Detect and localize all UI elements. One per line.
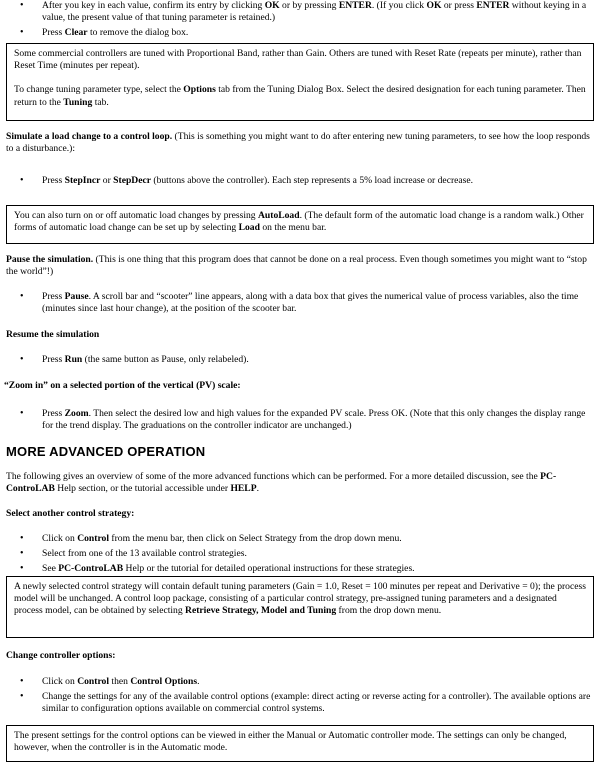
text-run: A newly selected control strategy will contain default tuning parameters (Gain = 1.0, Reset = 100 minutes per repeat and Derivative = 0); the process model will be unchanged. A control loop package, consisting of a particular control strategy, pre-assigned tuning parameters and a designated process model, can be obtained by selecting xyxy=(14,581,586,617)
note-box-tuning-types xyxy=(6,43,594,121)
simulate-bullets xyxy=(6,175,594,190)
bold-term: ENTER xyxy=(338,0,372,11)
bold-term: “Zoom in” on a selected portion of the vertical (PV) scale: xyxy=(4,380,241,391)
text-run: Click on xyxy=(42,533,78,544)
bold-term: PC-ControLAB xyxy=(6,471,557,495)
text-run: to remove the dialog box. xyxy=(87,27,189,39)
text-run: tab from the Tuning Dialog Box. Select the desired designation for each tuning parameter. Then return to the xyxy=(14,84,586,108)
text-run: . xyxy=(197,676,200,687)
bold-term: Simulate a load change to a control loop. xyxy=(6,131,173,142)
bold-term: OK xyxy=(426,0,442,11)
note-box-options xyxy=(6,725,594,762)
note-paragraph xyxy=(14,48,586,72)
bullet-item xyxy=(6,563,594,575)
bullet-item xyxy=(6,691,594,715)
strategy-heading xyxy=(6,508,596,520)
bullet-item xyxy=(6,676,594,688)
bullet-item xyxy=(6,408,594,432)
bold-term: Tuning xyxy=(63,96,93,108)
resume-bullets xyxy=(6,354,594,369)
text-run: without keying in a value, the present value of that tuning parameter is retained.) xyxy=(42,0,587,24)
advanced-intro xyxy=(6,471,596,495)
bold-term: Options xyxy=(183,84,216,96)
bold-term: Clear xyxy=(64,27,88,39)
text-run: from the menu bar, then click on Select Strategy from the drop down menu. xyxy=(109,533,402,544)
bullet-item xyxy=(6,291,594,315)
bullet-item xyxy=(6,533,594,545)
zoom-heading xyxy=(4,380,594,392)
bold-term: Change controller options: xyxy=(6,650,116,661)
note-paragraph xyxy=(14,84,586,108)
bold-term: OK xyxy=(264,0,280,11)
note-box-strategy xyxy=(6,576,594,638)
text-run: from the drop down menu. xyxy=(336,605,442,617)
bold-term: Zoom xyxy=(64,408,89,419)
bold-term: StepIncr xyxy=(64,175,101,186)
note-paragraph xyxy=(14,581,586,618)
text-run: You can also turn on or off automatic load changes by pressing xyxy=(14,210,258,221)
text-run: Select from one of the 13 available control strategies. xyxy=(42,548,247,560)
text-run: Some commercial controllers are tuned with Proportional Band, rather than Gain. Others are tuned with Reset Rate (repeats per minute), rather than Reset Time (minutes per repeat). xyxy=(14,48,582,72)
text-run: then xyxy=(109,676,131,687)
pause-heading xyxy=(6,254,596,278)
tuning-entry-bullets xyxy=(6,0,594,43)
bold-term: Pause the simulation. xyxy=(6,254,94,265)
bold-term: Control Options xyxy=(130,676,198,687)
bullet-item xyxy=(6,354,594,366)
advanced-section-heading: MORE ADVANCED OPERATION xyxy=(6,444,206,459)
text-run: (This is one thing that this program does that cannot be done on a real process. Even though sometimes you might want to “stop the world”!) xyxy=(6,254,587,278)
text-run: . (If you click xyxy=(371,0,427,11)
bold-term: HELP xyxy=(230,483,257,495)
resume-heading xyxy=(6,329,596,341)
text-run: See xyxy=(42,563,59,575)
text-run: Press xyxy=(42,27,65,39)
bold-term: AutoLoad xyxy=(257,210,300,221)
bold-term: Run xyxy=(64,354,83,365)
bold-term: Pause xyxy=(64,291,89,302)
bullet-item xyxy=(6,548,594,560)
text-run: Click on xyxy=(42,676,78,687)
bold-term: Load xyxy=(238,222,260,234)
simulate-load-heading xyxy=(6,131,596,155)
text-run: (buttons above the controller). Each step represents a 5% load increase or decrease. xyxy=(151,175,474,186)
bold-term: Select another control strategy: xyxy=(6,508,135,519)
text-run: (This is something you might want to do after entering new tuning parameters, to see how the loop responds to a disturbance.): xyxy=(6,131,590,155)
bullet-item xyxy=(6,175,594,187)
text-run: Press xyxy=(42,175,65,186)
zoom-bullets xyxy=(6,408,594,435)
text-run: or by pressing xyxy=(279,0,339,11)
text-run: After you key in each value, confirm its entry by clicking xyxy=(42,0,265,11)
bold-term: ENTER xyxy=(476,0,510,11)
bullet-item xyxy=(6,0,594,24)
bold-term: StepDecr xyxy=(113,175,151,186)
note-box-autoload xyxy=(6,205,594,244)
strategy-bullets xyxy=(6,533,594,579)
text-run: (the same button as Pause, only relabeled). xyxy=(82,354,249,365)
text-run: . (The default form of the automatic load change is a random walk.) Other forms of automatic load change can be set up by selecting xyxy=(14,210,584,234)
text-run: . A scroll bar and “scooter” line appears, along with a data box that gives the numerical value of process variables, also the time (minutes since last hour change), at the position of the scooter bar. xyxy=(42,291,579,315)
bold-term: PC-ControLAB xyxy=(58,563,124,575)
text-run: Press xyxy=(42,291,65,302)
text-run: tab. xyxy=(92,96,109,108)
text-run: Change the settings for any of the available control options (example: direct acting or reverse acting for a controller). The available options are similar to configuration options available on commercial control systems. xyxy=(42,691,591,715)
text-run: The following gives an overview of some of the more advanced functions which can be performed. For a more detailed discussion, see the xyxy=(6,471,541,482)
text-run: Press xyxy=(42,408,65,419)
text-run: Help section, or the tutorial accessible under xyxy=(54,483,231,495)
options-heading xyxy=(6,650,596,662)
text-run: Help or the tutorial for detailed operational instructions for these strategies. xyxy=(123,563,415,575)
text-run: . Then select the desired low and high values for the expanded PV scale. Press OK. (Note that this only changes the display range for the trend display. The graduations on the controller indicator are unchanged.) xyxy=(42,408,586,432)
options-bullets xyxy=(6,676,594,719)
bullet-item xyxy=(6,27,594,39)
bold-term: Resume the simulation xyxy=(6,329,100,340)
text-run: or xyxy=(100,175,114,186)
bold-term: Retrieve Strategy, Model and Tuning xyxy=(185,605,337,617)
bold-term: Control xyxy=(77,676,109,687)
text-run: on the menu bar. xyxy=(259,222,327,234)
text-run: Press xyxy=(42,354,65,365)
text-run: To change tuning parameter type, select the xyxy=(14,84,184,96)
note-paragraph xyxy=(14,730,586,754)
note-paragraph xyxy=(14,210,586,234)
pause-bullets xyxy=(6,291,594,318)
text-run: The present settings for the control options can be viewed in either the Manual or Automatic controller mode. The settings can only be changed, however, when the controller is in the Automatic mode. xyxy=(14,730,567,754)
text-run: or press xyxy=(441,0,477,11)
text-run: . xyxy=(256,483,259,495)
bold-term: Control xyxy=(77,533,109,544)
